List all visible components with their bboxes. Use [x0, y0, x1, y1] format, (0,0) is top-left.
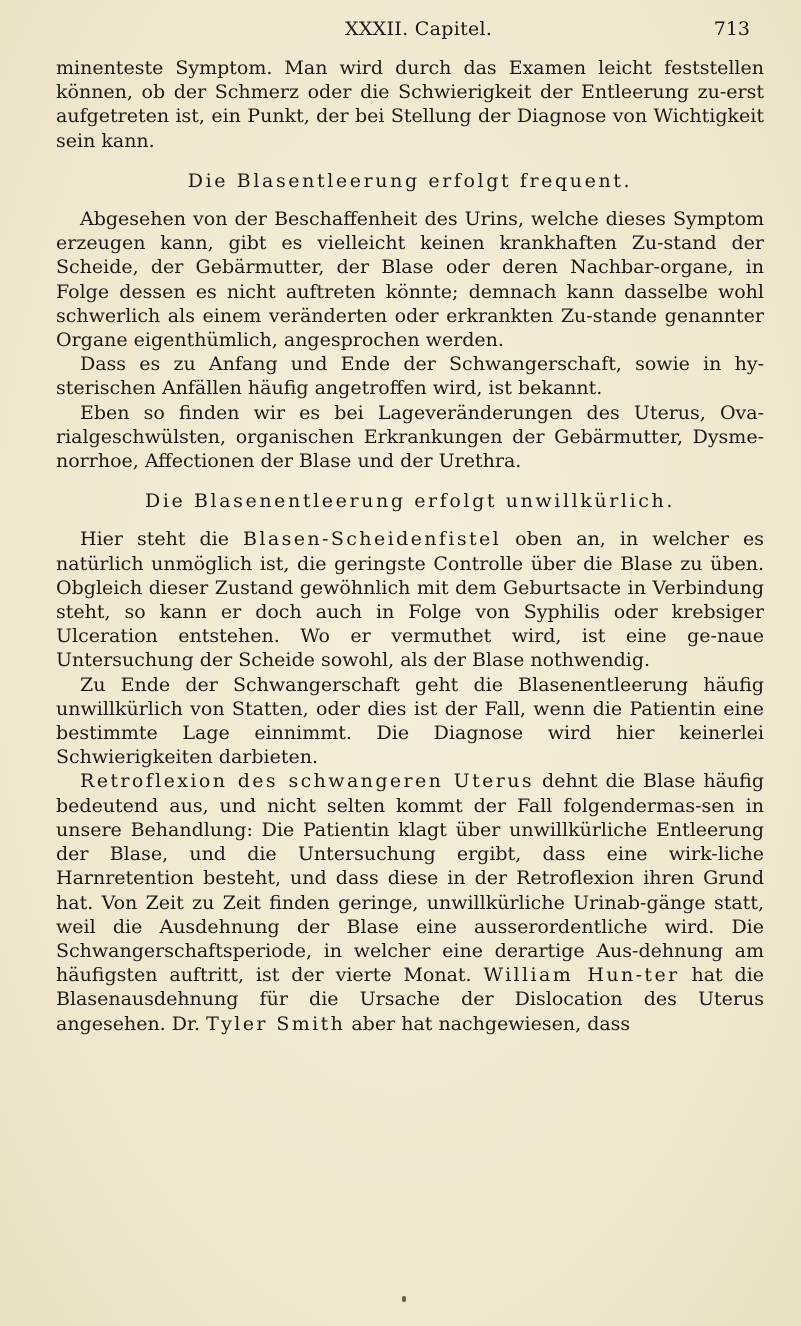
- spaced-term: Retroflexion des schwangeren Uterus: [80, 770, 535, 793]
- text-run: aber hat nachgewiesen, dass: [345, 1012, 631, 1035]
- running-header: [56, 14, 764, 44]
- paper-speck: [402, 1296, 406, 1302]
- paragraph: minenteste Symptom. Man wird durch das Examen leicht feststellen können, ob der Schmerz oder die Schwierigkeit der Entleerung zu-erst aufgetreten ist, ein Punkt, der bei Stellung der Diagnose von Wichtigkeit sein kann.: [56, 57, 764, 152]
- author-name: William Hun-ter: [483, 964, 680, 987]
- paragraph: [56, 527, 764, 672]
- text-run: Hier steht die: [80, 528, 244, 551]
- paragraph: Dass es zu Anfang und Ende der Schwangerschaft, sowie in hy-sterischen Anfällen häufig angetroffen wird, ist bekannt.: [56, 353, 764, 400]
- paragraph: [56, 769, 764, 1035]
- section-heading: Die Blasenentleerung erfolgt unwillkürlich.: [144, 490, 675, 513]
- page-body: [56, 56, 764, 1036]
- spaced-term: Blasen-Scheidenfistel: [243, 528, 502, 551]
- paragraph: Abgesehen von der Beschaffenheit des Urins, welche dieses Symptom erzeugen kann, gibt es vielleicht keinen krankhaften Zu-stand der Scheide, der Gebärmutter, der Blase oder deren Nachbar-organe, in Folge dessen es nicht auftreten könnte; demnach kann dasselbe wohl schwerlich als einem veränderten oder erkrankten Zu-stande genannter Organe eigenthümlich, angesprochen werden.: [56, 208, 764, 352]
- text-run: dehnt die Blase häufig bedeutend aus, und nicht selten kommt der Fall folgendermas-sen in unsere Behandlung: Die Patientin klagt über unwillkürliche Entleerung der Blase, und die Untersuchung ergibt, dass eine wirk-liche Harnretention besteht, und dass diese in der Retroflexion ihren Grund hat. Von Zeit zu Zeit finden geringe, unwillkürliche Urinab-gänge statt, weil die Ausdehnung der Blase eine ausserordentliche wird. Die Schwangerschaftsperiode, in welcher eine derartige Aus-dehnung am häufigsten auftritt, ist der vierte Monat.: [56, 770, 764, 987]
- text-run: hat die Blasenausdehnung für die Ursache der Dislocation des Uterus angesehen. Dr.: [56, 964, 765, 1035]
- paragraph: Eben so finden wir es bei Lageveränderungen des Uterus, Ova-rialgeschwülsten, organischen Erkrankungen der Gebärmutter, Dysme-norrhoe, Affectionen der Blase und der Urethra.: [56, 401, 764, 473]
- chapter-title: XXXII. Capitel.: [345, 18, 493, 40]
- text-run: oben an, in welcher es natürlich unmöglich ist, die geringste Controlle über die Blase zu üben. Obgleich dieser Zustand gewöhnlich mit dem Geburtsacte in Verbindung steht, so kann er doch auch in Folge von Syphilis oder krebsiger Ulceration entstehen. Wo er vermuthet wird, ist eine ge-naue Untersuchung der Scheide sowohl, als der Blase nothwendig.: [56, 528, 765, 672]
- section-heading: Die Blasentleerung erfolgt frequent.: [187, 169, 633, 192]
- author-name: Tyler Smith: [206, 1012, 346, 1035]
- paragraph: Zu Ende der Schwangerschaft geht die Blasenentleerung häufig unwillkürlich von Statten, oder dies ist der Fall, wenn die Patientin eine bestimmte Lage einnimmt. Die Diagnose wird hier keinerlei Schwierigkeiten darbieten.: [56, 673, 764, 769]
- page-number: 713: [713, 18, 750, 40]
